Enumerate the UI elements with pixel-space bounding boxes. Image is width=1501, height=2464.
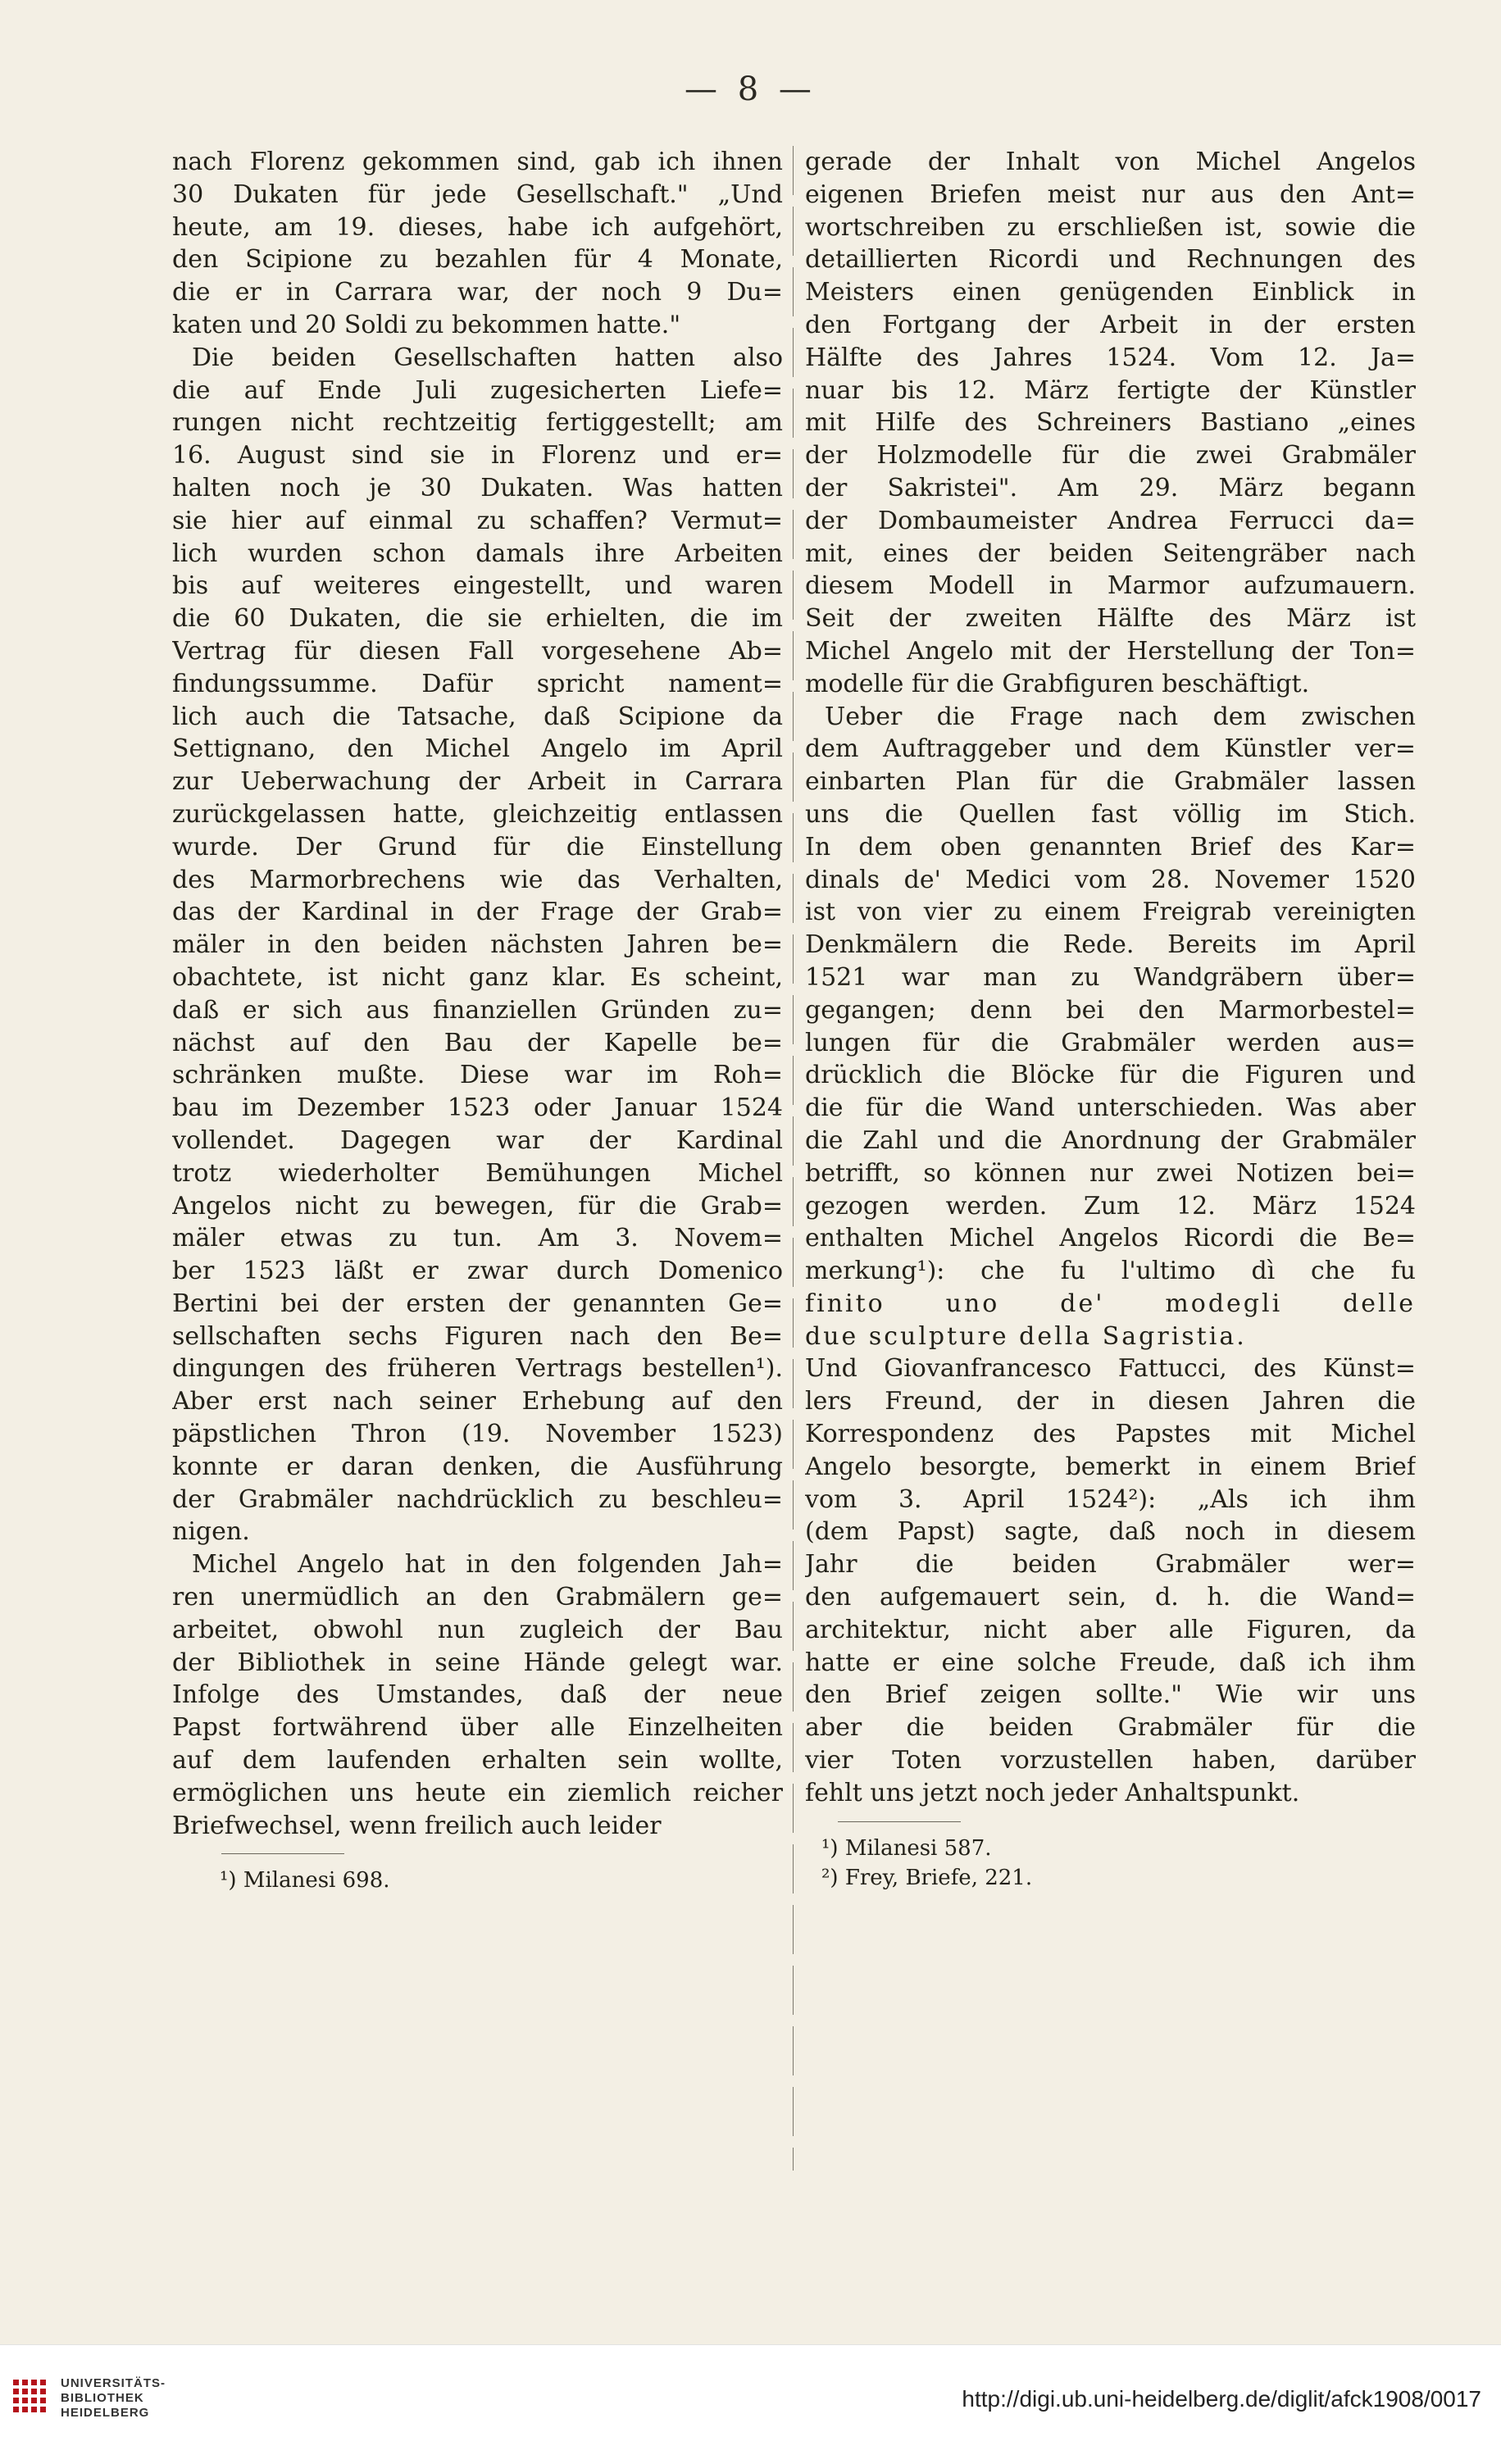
text-line: Seit der zweiten Hälfte des März ist — [805, 604, 1416, 634]
text-line: den Scipione zu bezahlen für 4 Monate, — [172, 245, 783, 275]
text-line: gegangen; denn bei den Marmorbestel= — [805, 995, 1416, 1025]
text-line: das der Kardinal in der Frage der Grab= — [172, 898, 783, 927]
text-line: modelle für die Grabfiguren beschäftigt. — [805, 669, 1310, 698]
text-line: lich auch die Tatsache, daß Scipione da — [172, 702, 783, 731]
text-line: bis auf weiteres eingestellt, und waren — [172, 571, 783, 601]
text-line: die Zahl und die Anordnung der Grabmäler — [805, 1125, 1416, 1155]
text-line: wortschreiben zu erschließen ist, sowie die — [805, 212, 1416, 242]
library-name-line: BIBLIOTHEK — [61, 2391, 144, 2405]
footnotes — [805, 1834, 1416, 1893]
text-line: gezogen werden. Zum 12. März 1524 — [805, 1191, 1416, 1221]
right-column — [805, 146, 1416, 1893]
text-line: der Grabmäler nachdrücklich zu beschleu= — [172, 1484, 783, 1514]
footnote: ¹) Milanesi 587. — [821, 1835, 992, 1861]
text-line: konnte er daran denken, die Ausführung — [172, 1452, 783, 1481]
text-line: zurückgelassen hatte, gleichzeitig entlassen — [172, 799, 783, 829]
text-line: gerade der Inhalt von Michel Angelos — [805, 148, 1416, 176]
text-line: den Brief zeigen sollte." Wie wir uns — [805, 1680, 1416, 1710]
page-number: — 8 — — [685, 70, 816, 108]
text-line: Korrespondenz des Papstes mit Michel — [805, 1420, 1416, 1449]
text-line: Angelo besorgte, bemerkt in einem Brief — [805, 1452, 1416, 1481]
text-line: Und Giovanfrancesco Fattucci, des Künst= — [805, 1354, 1416, 1384]
text-line: die für die Wand unterschieden. Was aber — [805, 1093, 1416, 1123]
text-line: drücklich die Blöcke für die Figuren und — [805, 1061, 1416, 1090]
footer-bar — [0, 2344, 1501, 2464]
column-divider — [793, 146, 794, 2171]
text-line: Papst fortwährend über alle Einzelheiten — [172, 1713, 783, 1743]
text-line: lers Freund, der in diesen Jahren die — [805, 1387, 1416, 1416]
text-line: die er in Carrara war, der noch 9 Du= — [172, 278, 783, 307]
text-line: päpstlichen Thron (19. November 1523) — [172, 1420, 783, 1449]
text-line: diesem Modell in Marmor aufzumauern. — [805, 571, 1416, 601]
footnotes — [172, 1866, 783, 1895]
text-line: daß er sich aus finanziellen Gründen zu= — [172, 995, 783, 1025]
text-line: dingungen des früheren Vertrags bestellen¹). — [172, 1354, 783, 1384]
text-line: schränken mußte. Diese war im Roh= — [172, 1061, 783, 1090]
text-line: ermöglichen uns heute ein ziemlich reicher — [172, 1778, 783, 1807]
text-line: (dem Papst) sagte, daß noch in diesem — [805, 1517, 1416, 1547]
text-line: hatte er eine solche Freude, daß ich ihm — [805, 1648, 1416, 1677]
text-line: der Holzmodelle für die zwei Grabmäler — [805, 441, 1416, 471]
text-line: den aufgemauert sein, d. h. die Wand= — [805, 1583, 1416, 1612]
text-line: uns die Quellen fast völlig im Stich. — [805, 799, 1416, 829]
text-line: Michel Angelo mit der Herstellung der Ton= — [805, 636, 1416, 666]
text-line: obachtete, ist nicht ganz klar. Es scheint, — [172, 962, 783, 992]
left-column — [172, 146, 783, 1895]
source-url[interactable]: http://digi.ub.uni-heidelberg.de/diglit/afck1908/0017 — [962, 2386, 1481, 2412]
text-line: bau im Dezember 1523 oder Januar 1524 — [172, 1093, 783, 1123]
text-line: fehlt uns jetzt noch jeder Anhaltspunkt. — [805, 1778, 1300, 1807]
text-line: due sculpture della Sagristia. — [805, 1321, 1247, 1351]
text-line: merkung¹): che fu l'ultimo dì che fu — [805, 1257, 1416, 1286]
text-line: Aber erst nach seiner Erhebung auf den — [172, 1387, 783, 1416]
text-line: der Bibliothek in seine Hände gelegt war. — [172, 1648, 783, 1677]
footnote-rule — [221, 1853, 344, 1854]
text-line: des Marmorbrechens wie das Verhalten, — [172, 865, 783, 894]
text-line: eigenen Briefen meist nur aus den Ant= — [805, 180, 1416, 209]
text-line: Meisters einen genügenden Einblick in — [805, 278, 1416, 307]
text-line: dem Auftraggeber und dem Künstler ver= — [805, 734, 1416, 764]
text-line: finito uno de' modegli delle — [805, 1289, 1416, 1318]
text-line: den Fortgang der Arbeit in der ersten — [805, 310, 1416, 339]
text-line: sellschaften sechs Figuren nach den Be= — [172, 1321, 783, 1351]
text-line: vier Toten vorzustellen haben, darüber — [805, 1746, 1416, 1775]
text-line: nach Florenz gekommen sind, gab ich ihnen — [172, 148, 783, 176]
text-line: Bertini bei der ersten der genannten Ge= — [172, 1289, 783, 1318]
text-line: halten noch je 30 Dukaten. Was hatten — [172, 473, 783, 502]
text-line: Jahr die beiden Grabmäler wer= — [805, 1550, 1416, 1580]
text-line: dinals de' Medici vom 28. Novemer 1520 — [805, 865, 1416, 894]
text-line: 16. August sind sie in Florenz und er= — [172, 441, 783, 471]
text-line: Vertrag für diesen Fall vorgesehene Ab= — [172, 636, 783, 666]
text-line: aber die beiden Grabmäler für die — [805, 1713, 1416, 1743]
text-line: ren unermüdlich an den Grabmälern ge= — [172, 1583, 783, 1612]
text-line: die 60 Dukaten, die sie erhielten, die im — [172, 604, 783, 634]
text-line: lich wurden schon damals ihre Arbeiten — [172, 539, 783, 568]
text-line: Denkmälern die Rede. Bereits im April — [805, 930, 1416, 960]
library-name-line: UNIVERSITÄTS- — [61, 2376, 166, 2390]
text-line: mit, eines der beiden Seitengräber nach — [805, 539, 1416, 568]
text-line: arbeitet, obwohl nun zugleich der Bau — [172, 1615, 783, 1644]
text-line: katen und 20 Soldi zu bekommen hatte." — [172, 310, 681, 339]
text-line: sie hier auf einmal zu schaffen? Vermut= — [172, 506, 783, 535]
footnote: ¹) Milanesi 698. — [220, 1868, 390, 1893]
text-line: der Sakristei". Am 29. März begann — [805, 473, 1416, 502]
text-line: 30 Dukaten für jede Gesellschaft." „Und — [172, 180, 783, 209]
text-line: Michel Angelo hat in den folgenden Jah= — [192, 1550, 783, 1580]
text-line: In dem oben genannten Brief des Kar= — [805, 832, 1416, 861]
text-line: mäler in den beiden nächsten Jahren be= — [172, 930, 783, 960]
text-line: betrifft, so können nur zwei Notizen bei= — [805, 1158, 1416, 1188]
text-line: 1521 war man zu Wandgräbern über= — [805, 962, 1416, 992]
text-line: trotz wiederholter Bemühungen Michel — [172, 1158, 783, 1188]
library-name-line: HEIDELBERG — [61, 2406, 150, 2420]
text-line: Settignano, den Michel Angelo im April — [172, 734, 783, 764]
text-line: zur Ueberwachung der Arbeit in Carrara — [172, 767, 783, 797]
text-line: detaillierten Ricordi und Rechnungen des — [805, 245, 1416, 275]
text-line: nächst auf den Bau der Kapelle be= — [172, 1028, 783, 1057]
text-line: nigen. — [172, 1517, 250, 1547]
text-line: der Dombaumeister Andrea Ferrucci da= — [805, 506, 1416, 535]
text-line: einbarten Plan für die Grabmäler lassen — [805, 767, 1416, 797]
text-line: wurde. Der Grund für die Einstellung — [172, 832, 783, 861]
text-line: Angelos nicht zu bewegen, für die Grab= — [172, 1191, 783, 1221]
university-library-logo-icon — [11, 2376, 52, 2422]
text-line: mit Hilfe des Schreiners Bastiano „eines — [805, 408, 1416, 438]
text-line: mäler etwas zu tun. Am 3. Novem= — [172, 1224, 783, 1253]
text-line: Infolge des Umstandes, daß der neue — [172, 1680, 783, 1710]
footnote: ²) Frey, Briefe, 221. — [821, 1865, 1033, 1890]
text-line: vom 3. April 1524²): „Als ich ihm — [805, 1484, 1416, 1514]
text-line: Ueber die Frage nach dem zwischen — [825, 702, 1416, 731]
text-line: ist von vier zu einem Freigrab vereinigten — [805, 898, 1416, 927]
text-line: auf dem laufenden erhalten sein wollte, — [172, 1746, 783, 1775]
text-line: Die beiden Gesellschaften hatten also — [192, 343, 783, 372]
text-line: ber 1523 läßt er zwar durch Domenico — [172, 1257, 783, 1286]
text-line: vollendet. Dagegen war der Kardinal — [172, 1125, 783, 1155]
text-line: rungen nicht rechtzeitig fertiggestellt; am — [172, 408, 783, 438]
library-name — [61, 2376, 166, 2421]
text-line: Hälfte des Jahres 1524. Vom 12. Ja= — [805, 343, 1416, 372]
text-line: lungen für die Grabmäler werden aus= — [805, 1028, 1416, 1057]
text-line: enthalten Michel Angelos Ricordi die Be= — [805, 1224, 1416, 1253]
text-line: findungssumme. Dafür spricht nament= — [172, 669, 783, 698]
text-line: heute, am 19. dieses, habe ich aufgehört, — [172, 212, 783, 242]
text-line: architektur, nicht aber alle Figuren, da — [805, 1615, 1416, 1644]
text-line: nuar bis 12. März fertigte der Künstler — [805, 375, 1416, 405]
footnote-rule — [838, 1821, 961, 1822]
text-line: Briefwechsel, wenn freilich auch leider — [172, 1811, 662, 1840]
text-line: die auf Ende Juli zugesicherten Liefe= — [172, 375, 783, 405]
